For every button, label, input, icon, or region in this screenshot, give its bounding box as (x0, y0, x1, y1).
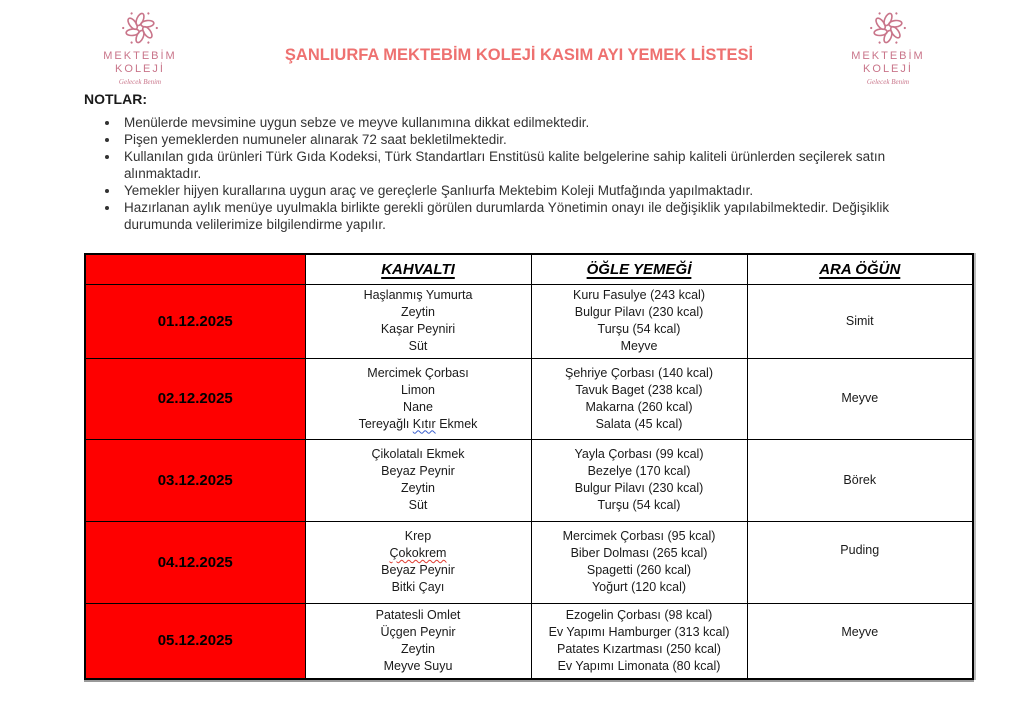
logo-tagline: Gelecek Benim (118, 78, 162, 86)
menu-item: Turşu (54 kcal) (597, 498, 681, 512)
menu-item: Beyaz Peynir (381, 563, 455, 577)
logo-text-line2: KOLEJİ (863, 63, 913, 75)
snack-cell: Meyve (747, 358, 973, 439)
date-cell: 04.12.2025 (85, 521, 305, 603)
breakfast-cell (305, 603, 531, 679)
menu-item: Patatesli Omlet (375, 607, 461, 622)
menu-item: Tavuk Baget (238 kcal) (575, 382, 703, 397)
menu-item: Turşu (54 kcal) (597, 322, 681, 336)
menu-item: Bezelye (170 kcal) (587, 464, 691, 478)
lunch-cell (531, 521, 747, 603)
note-item: • Menülerde mevsimine uygun sebze ve meyve kullanımına dikkat edilmektedir. (120, 114, 930, 131)
menu-item: Süt (408, 339, 428, 353)
menu-item: Bulgur Pilavı (230 kcal) (574, 305, 704, 319)
school-logo-left (90, 8, 190, 86)
menu-item: Spagetti (260 kcal) (586, 563, 692, 577)
menu-item: Limon (400, 382, 436, 397)
school-logo-right (838, 8, 938, 86)
meal-table (84, 253, 974, 680)
menu-item: Kuru Fasulye (243 kcal) (572, 288, 705, 302)
date-cell: 02.12.2025 (85, 358, 305, 439)
flower-logo-icon (120, 8, 160, 48)
menu-item: Biber Dolması (265 kcal) (570, 546, 708, 560)
menu-item: Meyve (620, 339, 658, 353)
note-item: • Kullanılan gıda ürünleri Türk Gıda Kodeksi, Türk Standartları Enstitüsü kalite belgelerine sahip kaliteli ürünlerden seçilerek satın alınmaktadır. (120, 148, 930, 182)
menu-item: Ev Yapımı Limonata (80 kcal) (557, 658, 721, 673)
logo-text-line1: MEKTEBİM (851, 50, 925, 62)
header-lunch: ÖĞLE YEMEĞİ (531, 254, 747, 284)
breakfast-cell (305, 358, 531, 439)
notes-heading: NOTLAR: (84, 91, 147, 107)
menu-item: Zeytin (400, 305, 436, 319)
menu-item: Şehriye Çorbası (140 kcal) (565, 365, 713, 380)
table-row (85, 521, 973, 603)
snack-cell: Meyve (747, 603, 973, 679)
lunch-cell (531, 358, 747, 439)
menu-item: Mercimek Çorbası (367, 365, 469, 380)
note-item: • Hazırlanan aylık menüye uyulmakla birlikte gerekli görülen durumlarda Yönetimin onayı ile değişiklik yapılabilmektedir. Değişiklik durumunda velilerimize bilgilendirme yapılır. (120, 199, 930, 233)
note-item: • Yemekler hijyen kurallarına uygun araç ve gereçlerle Şanlıurfa Mektebim Koleji Mutfağında yapılmaktadır. (120, 182, 930, 199)
menu-item: Zeytin (400, 481, 436, 495)
header-empty-cell (85, 254, 305, 284)
breakfast-cell (305, 521, 531, 603)
menu-item: Beyaz Peynir (381, 464, 455, 478)
lunch-cell (531, 439, 747, 521)
menu-item: Üçgen Peynir (380, 624, 456, 639)
date-cell: 01.12.2025 (85, 284, 305, 358)
logo-tagline: Gelecek Benim (866, 78, 910, 86)
header-breakfast: KAHVALTI (305, 254, 531, 284)
menu-item: Bulgur Pilavı (230 kcal) (574, 481, 704, 495)
table-header-row (85, 254, 973, 284)
menu-item: Salata (45 kcal) (595, 416, 683, 431)
menu-item: Çikolatalı Ekmek (371, 447, 465, 461)
menu-item: Yoğurt (120 kcal) (591, 580, 687, 594)
breakfast-cell (305, 284, 531, 358)
table-row (85, 284, 973, 358)
lunch-cell (531, 284, 747, 358)
logo-text-line2: KOLEJİ (115, 63, 165, 75)
lunch-cell (531, 603, 747, 679)
menu-item: Kaşar Peyniri (380, 322, 456, 336)
page-title: ŞANLIURFA MEKTEBİM KOLEJİ KASIM AYI YEMEK LİSTESİ (284, 46, 754, 64)
flower-logo-icon (868, 8, 908, 48)
date-cell: 03.12.2025 (85, 439, 305, 521)
snack-cell: Börek (747, 439, 973, 521)
menu-item: Ev Yapımı Hamburger (313 kcal) (548, 624, 730, 639)
logo-text-line1: MEKTEBİM (103, 50, 177, 62)
snack-cell: Puding (747, 521, 973, 603)
snack-cell: Simit (747, 284, 973, 358)
menu-item: Krep (404, 529, 432, 543)
table-row (85, 358, 973, 439)
menu-item: Bitki Çayı (391, 580, 445, 594)
menu-item: Süt (408, 498, 428, 512)
menu-item: Meyve Suyu (383, 658, 453, 673)
date-cell: 05.12.2025 (85, 603, 305, 679)
menu-item (306, 545, 531, 562)
menu-item: Patates Kızartması (250 kcal) (557, 641, 721, 656)
menu-item: Yayla Çorbası (99 kcal) (574, 447, 704, 461)
menu-item: Mercimek Çorbası (95 kcal) (562, 529, 716, 543)
menu-item: Makarna (260 kcal) (585, 399, 693, 414)
header-snack: ARA ÖĞÜN (747, 254, 973, 284)
menu-item: Haşlanmış Yumurta (363, 288, 473, 302)
menu-item: Ezogelin Çorbası (98 kcal) (565, 607, 713, 622)
spellcheck-underlined-word: Çokokrem (389, 546, 447, 560)
spellcheck-underlined-word: Kıtır (412, 416, 436, 431)
menu-item: Nane (403, 399, 433, 414)
menu-item: Tereyağlı Kıtır Ekmek (358, 416, 478, 431)
breakfast-cell (305, 439, 531, 521)
table-row (85, 439, 973, 521)
table-row (85, 603, 973, 679)
notes-list (96, 114, 930, 233)
note-item: • Pişen yemeklerden numuneler alınarak 72 saat bekletilmektedir. (120, 131, 930, 148)
menu-item: Zeytin (400, 641, 436, 656)
